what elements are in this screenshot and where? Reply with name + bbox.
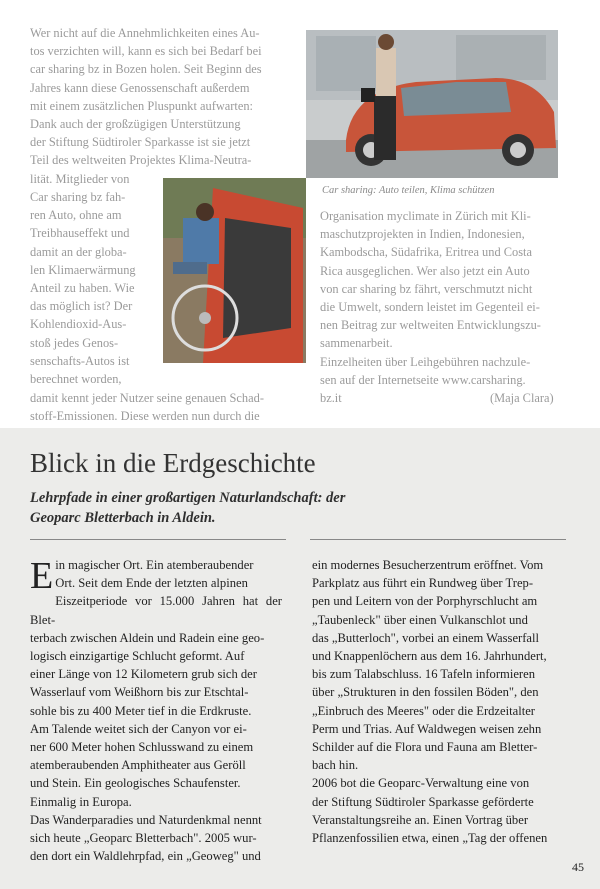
col2-line: Veranstaltungsreihe an. Einen Vortrag über — [312, 812, 529, 827]
top-article-right-line: Einzelheiten über Leihgebühren nachzule- — [320, 354, 531, 369]
col1-line: sich heute „Geoparc Bletterbach". 2005 wur- — [30, 831, 257, 846]
top-article-narrow-line: stoß jedes Genos- — [30, 335, 119, 350]
top-article-narrow-line: das möglich ist? Der — [30, 299, 133, 314]
top-article-bottom-line: damit kennt jeder Nutzer seine genauen Schad- — [30, 391, 264, 405]
top-article-narrow-line: Treibhauseffekt und — [30, 226, 130, 241]
top-article-narrow-line: len Klimaerwärmung — [30, 262, 136, 277]
top-article-line: mit einem zusätzlichen Pluspunkt aufwarten: — [30, 98, 253, 113]
article-title: Blick in die Erdgeschichte — [30, 448, 316, 478]
top-article-right-line: Kambodscha, Südafrika, Eritrea und Costa — [320, 245, 532, 260]
col1-line: den dort ein Waldlehrpfad, ein „Geoweg" und — [30, 849, 261, 864]
article-column-2 — [312, 556, 566, 847]
trunk-photo-illustration — [163, 178, 306, 363]
article-subtitle: Lehrpfade in einer großartigen Naturlandschaft: der Geoparc Bletterbach in Aldein. — [30, 490, 346, 526]
top-article-line: der Stiftung Südtiroler Sparkasse ist sie jetzt — [30, 135, 251, 150]
top-article-line: Teil des weltweiten Projektes Klima-Neutra- — [30, 153, 252, 168]
column-rule-left — [30, 539, 286, 540]
top-article-right-line: nen Beitrag zur weltweiten Entwicklungszu- — [320, 318, 541, 333]
top-article-right-line: sen auf der Internetseite www.carsharing. — [320, 372, 526, 387]
top-article-column-narrow — [30, 188, 149, 388]
col1-first-line: in magischer Ort. Ein atemberaubender — [55, 558, 254, 572]
top-article-narrow-line: berechnet worden, — [30, 372, 122, 387]
top-article-line: Wer nicht auf die Annehmlichkeiten eines Au- — [30, 26, 260, 40]
top-article-right-line: Rica ausgeglichen. Wer also jetzt ein Auto — [320, 263, 530, 278]
author-credit: (Maja Clara) — [490, 391, 554, 405]
top-article-narrow-line: Kohlendioxid-Aus- — [30, 317, 127, 332]
col1-second-line: Ort. Seit dem Ende der letzten alpinen — [55, 576, 248, 591]
top-article-right-line: die Umwelt, sondern leistet im Gegenteil ei- — [320, 300, 540, 315]
col2-line: ein modernes Besucherzentrum eröffnet. Vom — [312, 558, 544, 572]
drop-cap: E — [30, 555, 54, 597]
top-article-bottom-line: stoff-Emissionen. Diese werden nun durch die — [30, 409, 260, 424]
col2-line: Schilder auf die Flora und Fauna am Bletter- — [312, 740, 538, 755]
top-article-line: lität. Mitglieder von — [30, 171, 130, 186]
col2-line: Pflanzenfossilien etwa, einen „Tag der offenen — [312, 831, 548, 846]
car-sharing-photo-illustration — [306, 30, 558, 178]
trunk-photo — [163, 178, 306, 363]
col2-line: 2006 bot die Geoparc-Verwaltung eine von — [312, 776, 530, 791]
top-article-right-column — [320, 207, 560, 407]
col1-line: logisch einzigartige Schlucht geformt. Auf — [30, 649, 245, 664]
top-article-narrow-line: senschafts-Autos ist — [30, 353, 130, 368]
col1-line: Das Wanderparadies und Naturdenkmal nennt — [30, 812, 262, 827]
top-article-narrow-line: Car sharing bz fah- — [30, 190, 126, 204]
column-rule-right — [310, 539, 566, 540]
car-sharing-photo — [306, 30, 558, 178]
top-article-line: tos verzichten will, kann es sich bei Bedarf bei — [30, 44, 262, 59]
col2-line: der Stiftung Südtiroler Sparkasse geförderte — [312, 794, 534, 809]
article-column-1 — [30, 556, 282, 865]
top-article-right-line: bz.it — [320, 391, 342, 406]
col2-line: Parkplatz aus führt ein Rundweg über Trep- — [312, 576, 534, 591]
top-article-line: Jahres kann diese Genossenschaft außerdem — [30, 80, 250, 95]
col1-line: Einmalig in Europa. — [30, 794, 132, 809]
top-article-column-full — [30, 24, 294, 188]
col2-line: das „Butterloch", vorbei an einem Wasserfall — [312, 630, 540, 645]
col2-line: und Knappenlöchern aus dem 16. Jahrhundert, — [312, 649, 547, 664]
top-article-right-line: Organisation myclimate in Zürich mit Kli- — [320, 209, 531, 223]
col1-line: Am Talende weitet sich der Canyon vor ei- — [30, 721, 247, 736]
col2-line: bis zum Talabschluss. 16 Tafeln informieren — [312, 667, 536, 682]
page-number: 45 — [572, 860, 584, 874]
col1-line: Wasserlauf vom Weißhorn bis zur Etschtal- — [30, 685, 249, 700]
col1-line: sohle bis zu 400 Meter tief in die Erdkruste. — [30, 703, 252, 718]
col1-line: atemberaubenden Amphitheater aus Geröll — [30, 758, 246, 773]
col2-line: „Einbruch des Meeres" oder die Erdzeitalter — [312, 703, 535, 718]
top-article-right-line: von car sharing bz fährt, verschmutzt nicht — [320, 281, 533, 296]
top-article-right-line: sammenarbeit. — [320, 336, 393, 351]
col2-line: über „Strukturen in den fossilen Böden", den — [312, 685, 539, 700]
col1-line: Eiszeitperiode vor 15.000 Jahren hat der Blet- — [30, 594, 282, 627]
top-article-line: Dank auch der großzügigen Unterstützung — [30, 117, 241, 132]
top-article-column-bottom — [30, 389, 302, 425]
col1-line: ner 600 Meter hohen Schlusswand zu einem — [30, 740, 254, 755]
top-article-line: car sharing bz in Bozen holen. Seit Beginn des — [30, 62, 262, 77]
top-article-narrow-line: damit an der globa- — [30, 244, 127, 259]
top-article-narrow-line: ren Auto, ohne am — [30, 208, 122, 223]
col2-line: „Taubenleck" über einen Vulkanschlot und — [312, 612, 528, 627]
col1-line: und Stein. Ein geologisches Schaufenster. — [30, 776, 241, 791]
col1-line: einer Länge von 12 Kilometern grub sich der — [30, 667, 257, 682]
top-article-right-line: maschutzprojekten in Indien, Indonesien, — [320, 227, 525, 242]
top-article-narrow-line: Anteil zu haben. Wie — [30, 281, 135, 296]
col2-line: pen und Leitern von der Porphyrschlucht am — [312, 594, 538, 609]
photo-caption: Car sharing: Auto teilen, Klima schützen — [322, 185, 495, 196]
col2-line: Perm und Trias. Auf Waldwegen weisen zehn — [312, 721, 542, 736]
col2-line: bach hin. — [312, 758, 359, 773]
col1-line: terbach zwischen Aldein und Radein eine geo- — [30, 630, 265, 645]
